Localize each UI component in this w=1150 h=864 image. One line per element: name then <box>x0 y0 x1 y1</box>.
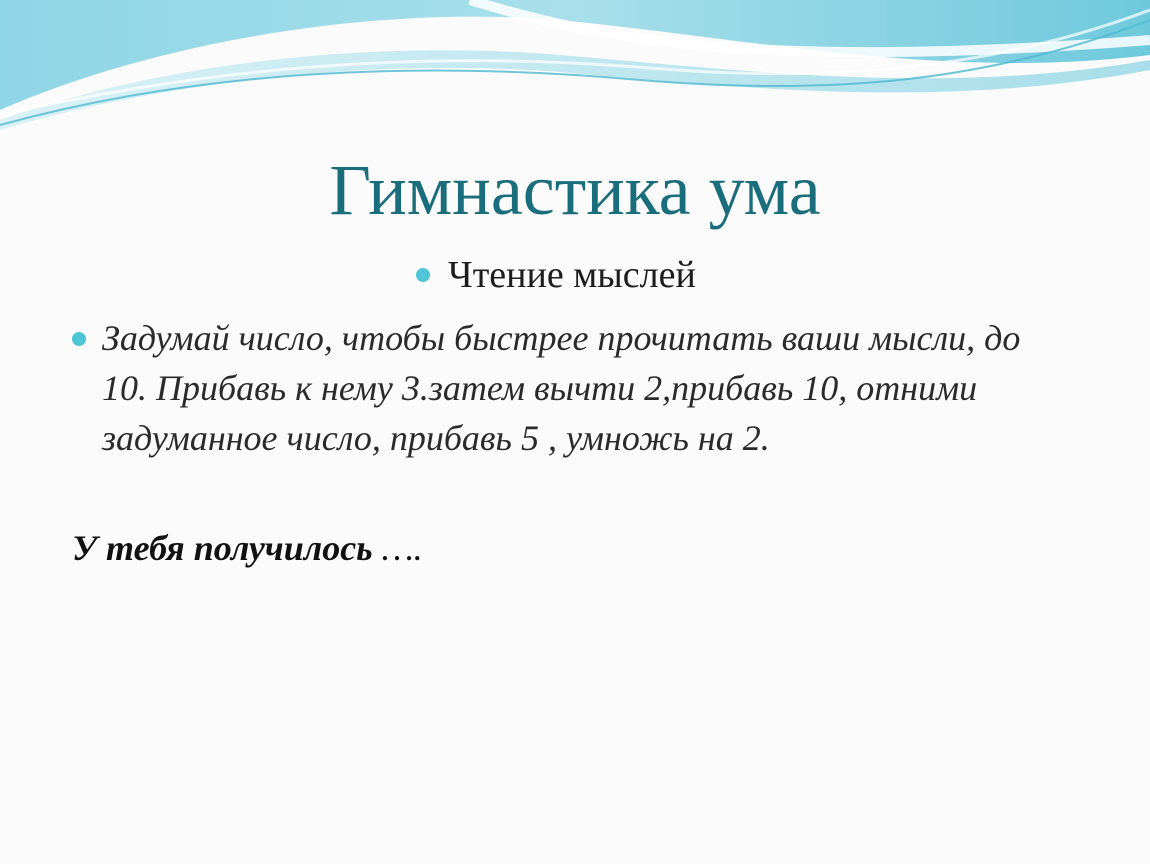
slide-title: Гимнастика ума <box>329 150 821 230</box>
instruction-paragraph: Задумай число, чтобы быстрее прочитать ваши мысли, до 10. Прибавь к нему 3.затем вычти 2,прибавь 10, отними задуманное число, прибавь 5 , умножь на 2. <box>102 318 1021 458</box>
result-bold-text: У тебя получилось <box>72 528 373 568</box>
bullet-dot-icon <box>72 332 86 346</box>
result-ellipsis: …. <box>372 528 423 568</box>
slide-subtitle: Чтение мыслей <box>448 254 696 296</box>
bullet-dot-icon <box>416 268 430 282</box>
result-line <box>72 523 423 573</box>
header-wave-decoration <box>0 0 1150 140</box>
